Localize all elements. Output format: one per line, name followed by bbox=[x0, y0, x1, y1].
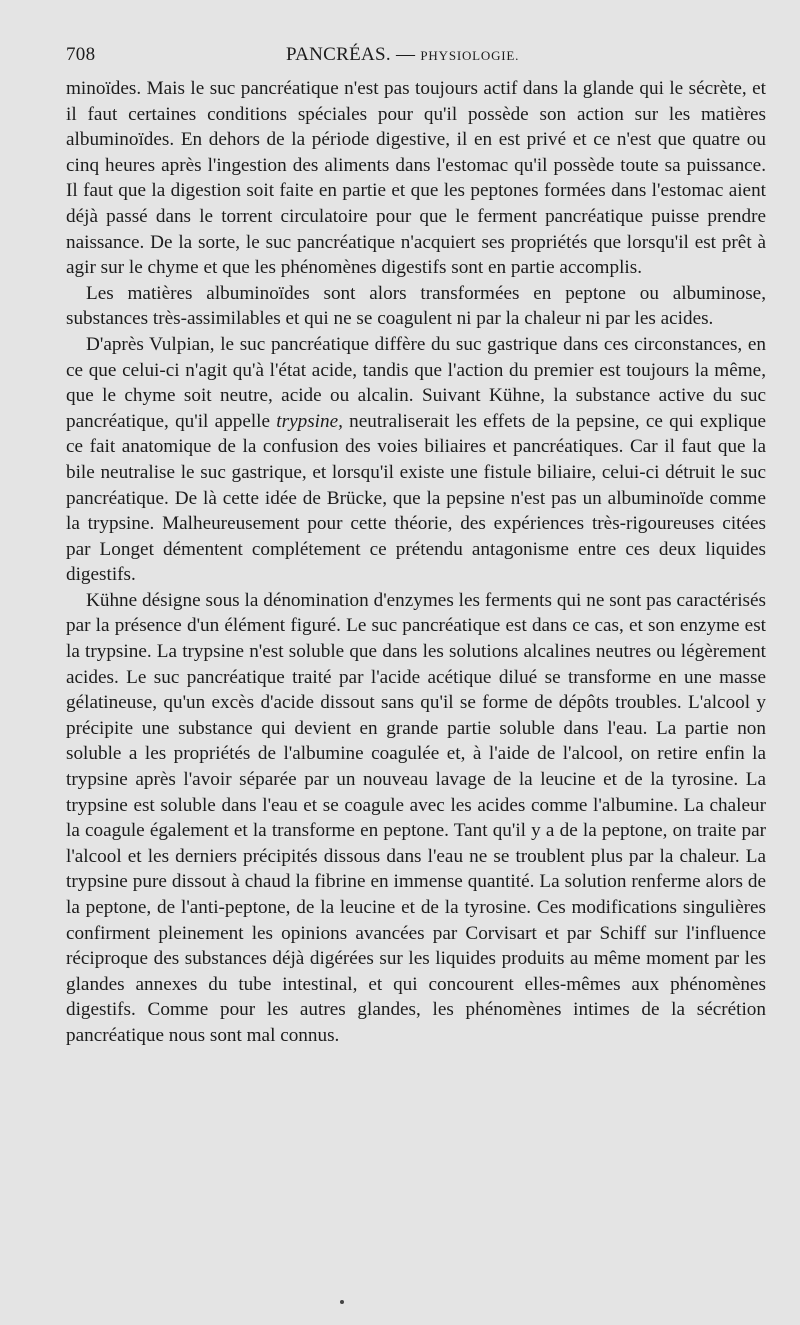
paragraph-text: neutraliserait les effets de la pepsine, ce qui explique ce fait anatomique de la confusion des voies biliaires et pancréatiques. Car il faut que la bile neutralise le suc gastrique, et lorsqu'il existe une fistule biliaire, celui-ci détruit le suc pancréatique. De là cette idée de Brücke, que la pepsine n'est pas un albuminoïde comme la trypsine. Malheureusement pour cette théorie, des expériences très-rigoureuses citées par Longet démentent complétement ce prétendu antagonisme entre ces deux liquides digestifs. bbox=[66, 410, 766, 586]
body-text bbox=[66, 76, 766, 1049]
emphasized-term: trypsine, bbox=[276, 410, 343, 432]
paragraph: Les matières albuminoïdes sont alors transformées en peptone ou albuminose, substances très-assimilables et qui ne se coagulent ni par la chaleur ni par les acides. bbox=[66, 282, 766, 330]
chapter-title: PANCRÉAS. bbox=[286, 44, 391, 65]
paragraph bbox=[66, 332, 766, 588]
ink-speck bbox=[340, 1300, 344, 1304]
page-number: 708 bbox=[66, 44, 96, 65]
running-title bbox=[286, 44, 519, 66]
paragraph-continuation: minoïdes. Mais le suc pancréatique n'est pas toujours actif dans la glande qui le sécrète, et il faut certaines conditions spéciales pour qu'il possède son action sur les matières albuminoïdes. En dehors de la période digestive, il en est privé et ce n'est que quatre ou cinq heures après l'ingestion des aliments dans l'estomac qu'il possède toute sa puissance. Il faut que la digestion soit faite en partie et que les peptones formées dans l'estomac aient déjà passé dans le torrent circulatoire pour que le ferment pancréatique puisse prendre naissance. De la sorte, le suc pancréatique n'acquiert ses propriétés que lorsqu'il est prêt à agir sur le chyme et que les phénomènes digestifs sont en partie accomplis. bbox=[66, 78, 766, 279]
running-header bbox=[66, 44, 752, 72]
paragraph-text: D'après Vulpian, le suc pancréatique diffère du suc gastrique dans ces circonstances, en ce que celui-ci n'agit qu'à l'état acide, tandis que l'action du premier est toujours la même, que le chyme soit neutre, acide ou alcalin. Suivant Kühne, la substance active du suc pancréatique, qu'il appelle bbox=[66, 333, 766, 432]
title-separator: — bbox=[396, 44, 416, 65]
section-title: PHYSIOLOGIE. bbox=[420, 48, 520, 63]
paragraph: Kühne désigne sous la dénomination d'enzymes les ferments qui ne sont pas caractérisés par la présence d'un élément figuré. Le suc pancréatique est dans ce cas, et son enzyme est la trypsine. La trypsine n'est soluble que dans les solutions alcalines neutres ou légèrement acides. Le suc pancréatique traité par l'acide acétique dilué se transforme en une masse gélatineuse, qu'un excès d'acide dissout sans qu'il se forme de dépôts troubles. L'alcool y précipite une substance qui devient en grande partie soluble dans l'eau. La partie non soluble a les propriétés de l'albumine coagulée et, à l'aide de l'alcool, on retire enfin la trypsine après l'avoir séparée par un nouveau lavage de la leucine et de la tyrosine. La trypsine est soluble dans l'eau et se coagule avec les acides comme l'albumine. La chaleur la coagule également et la transforme en peptone. Tant qu'il y a de la peptone, on traite par l'alcool et les derniers précipités dissous dans l'eau ne se troublent plus par la chaleur. La trypsine pure dissout à chaud la fibrine en immense quantité. La solution renferme alors de la peptone, de l'anti-peptone, de la leucine et de la tyrosine. Ces modifications singulières confirment pleinement les opinions avancées par Corvisart et par Schiff sur l'influence réciproque des substances déjà digérées sur les liquides produits au même moment par les glandes annexes du tube intestinal, et qui concourent elles-mêmes aux phénomènes digestifs. Comme pour les autres glandes, les phénomènes intimes de la sécrétion pancréatique nous sont mal connus. bbox=[66, 589, 766, 1046]
